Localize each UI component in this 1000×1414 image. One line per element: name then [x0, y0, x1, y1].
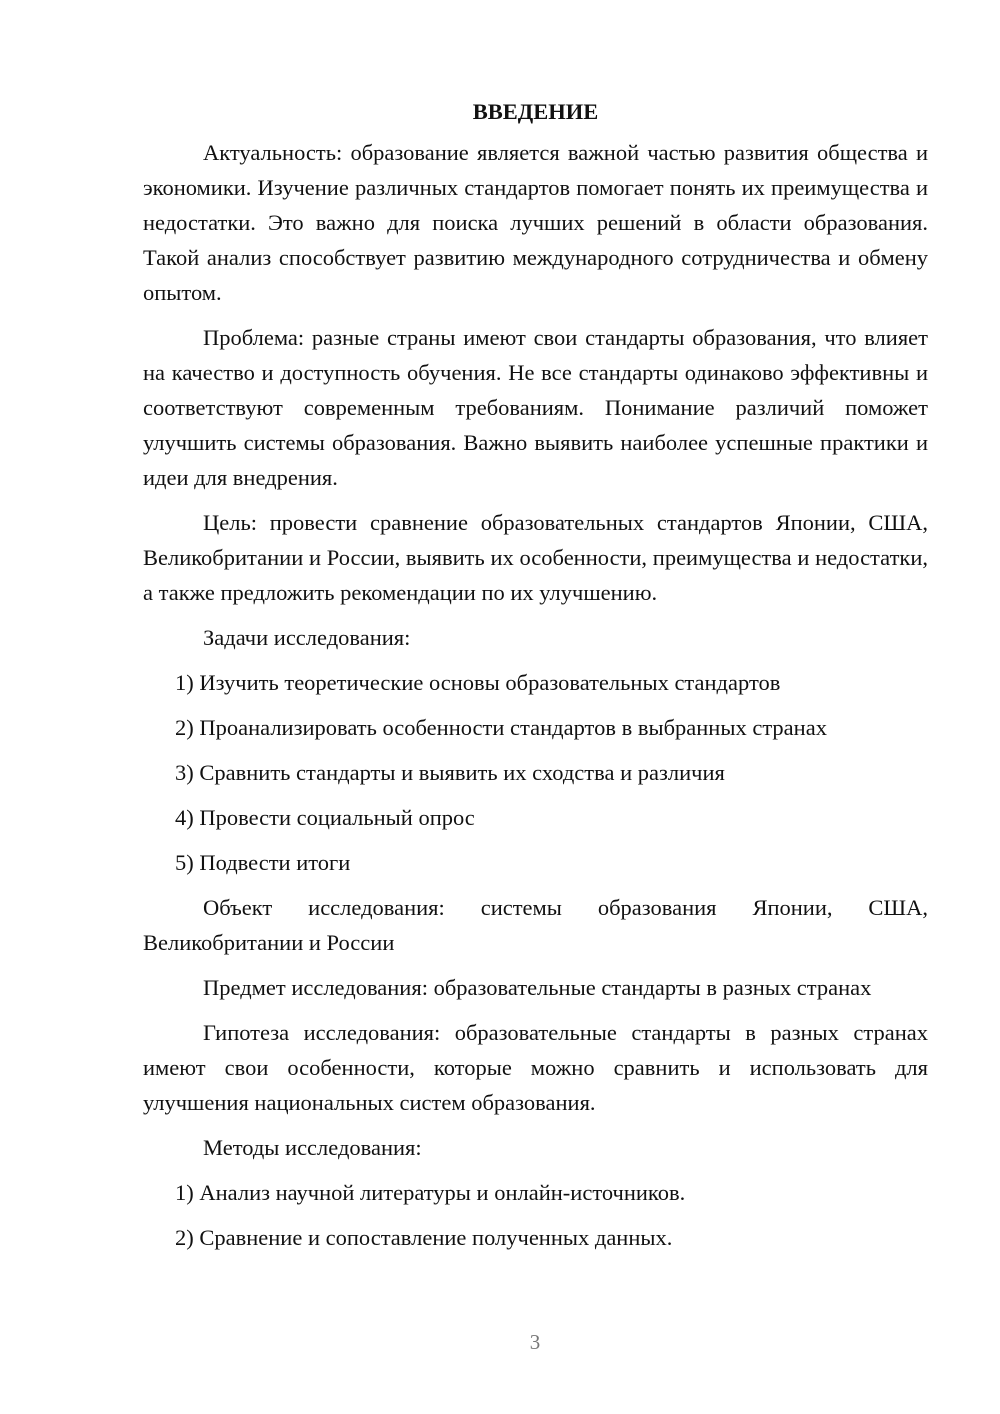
- task-item: 2) Проанализировать особенности стандартов в выбранных странах: [175, 715, 827, 740]
- subject-paragraph: Предмет исследования: образовательные стандарты в разных странах: [203, 975, 872, 1000]
- task-item: 4) Провести социальный опрос: [175, 805, 475, 830]
- method-item: 1) Анализ научной литературы и онлайн-источников.: [175, 1180, 686, 1205]
- hypothesis-paragraph: Гипотеза исследования: образовательные стандарты в разных странах имеют свои особенности, которые можно сравнить и использовать для улучшения национальных систем образования.: [143, 1020, 928, 1115]
- goal-paragraph: Цель: провести сравнение образовательных стандартов Японии, США, Великобритании и России, выявить их особенности, преимущества и недостатки, а также предложить рекомендации по их улучшению.: [143, 510, 928, 605]
- object-paragraph: Объект исследования: системы образования Японии, США, Великобритании и России: [143, 895, 928, 955]
- task-item: 5) Подвести итоги: [175, 850, 351, 875]
- method-item: 2) Сравнение и сопоставление полученных данных.: [175, 1225, 673, 1250]
- page-number: 3: [529, 1330, 541, 1354]
- problem-paragraph: Проблема: разные страны имеют свои стандарты образования, что влияет на качество и доступность обучения. Не все стандарты одинаково эффективны и соответствуют современным требованиям. Понимание различий поможет улучшить системы образования. Важно выявить наиболее успешные практики и идеи для внедрения.: [143, 325, 928, 490]
- relevance-paragraph: Актуальность: образование является важной частью развития общества и экономики. Изучение различных стандартов помогает понять их преимущества и недостатки. Это важно для поиска лучших решений в области образования. Такой анализ способствует развитию международного сотрудничества и обмену опытом.: [143, 140, 928, 305]
- page-content: [143, 94, 928, 1265]
- task-item: 3) Сравнить стандарты и выявить их сходства и различия: [175, 760, 725, 785]
- task-item: 1) Изучить теоретические основы образовательных стандартов: [175, 670, 781, 695]
- methods-heading: Методы исследования:: [203, 1135, 422, 1160]
- tasks-heading: Задачи исследования:: [203, 625, 411, 650]
- page-title: ВВЕДЕНИЕ: [472, 99, 599, 124]
